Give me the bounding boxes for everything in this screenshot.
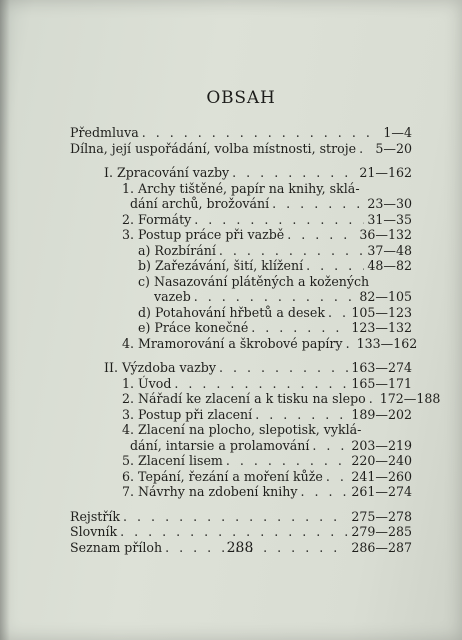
- toc-entry-binding-process: [122, 227, 412, 243]
- page-number: 288: [226, 540, 254, 556]
- toc-entry-flat-gilding: [130, 438, 412, 454]
- toc-entry-label: 2. Nářadí ke zlacení a k tisku na slepo: [122, 391, 366, 406]
- toc-entry-pages: 123—132: [351, 320, 412, 335]
- toc-entry-label: d) Potahování hřbetů a desek: [138, 304, 325, 320]
- toc-entry-label: 4. Zlacení na plocho, slepotisk, vyklá-: [122, 422, 362, 437]
- toc-entry-label: b) Zařezávání, šití, klížení: [138, 258, 304, 273]
- toc-entry-pages: 241—260: [351, 468, 412, 484]
- dot-leader: [287, 227, 356, 243]
- toc-entry-designs: [122, 484, 412, 500]
- dot-leader: [359, 141, 372, 157]
- toc-entry-pages: 1—4: [383, 125, 412, 140]
- dot-leader: [194, 212, 364, 228]
- toc-entry-sewing: [138, 258, 412, 274]
- toc-entry-pages: 165—171: [351, 375, 412, 391]
- toc-entry-marbling: [122, 335, 418, 352]
- toc-entry-gilding-process: [122, 407, 412, 423]
- toc-entry-formats: [122, 212, 412, 228]
- toc-entry-part-1: [104, 165, 412, 181]
- toc-entry-label: Rejstřík: [70, 508, 121, 524]
- table-of-contents: [70, 125, 441, 555]
- toc-entry-label-cont: dání archů, brožování: [130, 196, 270, 211]
- toc-entry-label: 4. Mramorování a škrobové papíry: [122, 335, 343, 351]
- toc-entry-pages: 48—82: [367, 258, 412, 273]
- dot-leader: [328, 305, 348, 321]
- toc-entry-label: Dílna, její uspořádání, volba místnosti, stroje: [70, 140, 357, 156]
- toc-entry-label: Seznam příloh: [70, 539, 163, 555]
- toc-entry-leather-work: [122, 469, 412, 485]
- toc-entry-pages: 133—162: [356, 335, 418, 351]
- toc-entry-label-cont: vazeb: [154, 289, 191, 304]
- toc-entry-label: 3. Postup při zlacení: [122, 406, 253, 422]
- toc-entry-tools: [122, 391, 441, 407]
- toc-entry-index: [70, 509, 412, 525]
- toc-entry-pages: 31—35: [367, 211, 412, 227]
- toc-entry-pages: 286—287: [351, 539, 412, 555]
- toc-entry-casing: [154, 289, 412, 305]
- toc-entry-pages: 37—48: [367, 242, 412, 258]
- dot-leader: [123, 509, 348, 525]
- dot-leader: [194, 289, 357, 305]
- toc-entry-label-cont: dání, intarsie a prolamování: [130, 437, 310, 453]
- toc-entry-label: 5. Zlacení lisem: [122, 453, 223, 468]
- toc-entry-pages: 23—30: [367, 196, 412, 211]
- toc-entry-pages: 189—202: [351, 406, 412, 422]
- page-title: OBSAH: [206, 88, 276, 108]
- toc-entry-label: Předmluva: [70, 125, 139, 140]
- toc-entry-label: 1. Úvod: [122, 375, 172, 391]
- toc-entry-pages: 203—219: [351, 437, 412, 453]
- dot-leader: [226, 453, 348, 469]
- toc-entry-introduction: [122, 376, 412, 392]
- dot-leader: [272, 196, 364, 212]
- toc-entry-printed-sheets: [130, 196, 412, 212]
- toc-entry-disassembly: [138, 243, 412, 259]
- toc-entry-part-2: [104, 360, 412, 376]
- toc-entry-pages: 82—105: [359, 289, 412, 304]
- toc-entry-pages: 279—285: [351, 524, 412, 539]
- toc-entry-label: 2. Formáty: [122, 211, 192, 227]
- toc-entry-covering: [138, 305, 412, 321]
- toc-entry-label: e) Práce konečné: [138, 320, 249, 335]
- toc-entry-label: II. Výzdoba vazby: [104, 360, 216, 375]
- dot-leader: [300, 484, 348, 500]
- toc-entry-label: Slovník: [70, 524, 118, 539]
- toc-entry-label: c) Nasazování plátěných a kožených: [138, 273, 370, 289]
- toc-entry-pages: 21—162: [359, 165, 412, 180]
- toc-entry-workshop: [70, 141, 412, 157]
- dot-leader: [174, 376, 348, 392]
- dot-leader: [312, 438, 348, 454]
- dot-leader: [306, 258, 364, 274]
- toc-entry-label: 1. Archy tištěné, papír na knihy, sklá-: [122, 180, 360, 196]
- toc-entry-label: 3. Postup práce při vazbě: [122, 227, 285, 242]
- toc-entry-label: a) Rozbírání: [138, 242, 216, 258]
- dot-leader: [232, 165, 356, 181]
- toc-entry-glossary: [70, 524, 412, 540]
- dot-leader: [142, 125, 381, 141]
- toc-entry-preface: [70, 125, 412, 141]
- toc-entry-pages: 172—188: [379, 391, 441, 406]
- dot-leader: [120, 524, 348, 540]
- toc-entry-label: I. Zpracování vazby: [104, 165, 230, 180]
- toc-entry-pages: 275—278: [351, 508, 412, 524]
- dot-leader: [255, 407, 348, 423]
- toc-entry-press-gilding: [122, 453, 412, 469]
- toc-entry-pages: 105—123: [351, 304, 412, 320]
- dot-leader: [219, 360, 348, 376]
- dot-leader: [251, 320, 348, 336]
- toc-entry-pages: 220—240: [351, 453, 412, 468]
- toc-entry-pages: 163—274: [351, 360, 412, 375]
- dot-leader: [326, 469, 348, 485]
- dot-leader: [219, 243, 364, 259]
- toc-entry-pages: 261—274: [351, 484, 412, 499]
- toc-entry-label: 6. Tepání, řezání a moření kůže: [122, 468, 323, 484]
- toc-entry-finishing: [138, 320, 412, 336]
- toc-entry-label: 7. Návrhy na zdobení knihy: [122, 484, 298, 499]
- toc-entry-pages: 5—20: [375, 140, 412, 156]
- toc-entry-pages: 36—132: [359, 227, 412, 242]
- dot-leader: [346, 336, 354, 352]
- dot-leader: [369, 391, 377, 407]
